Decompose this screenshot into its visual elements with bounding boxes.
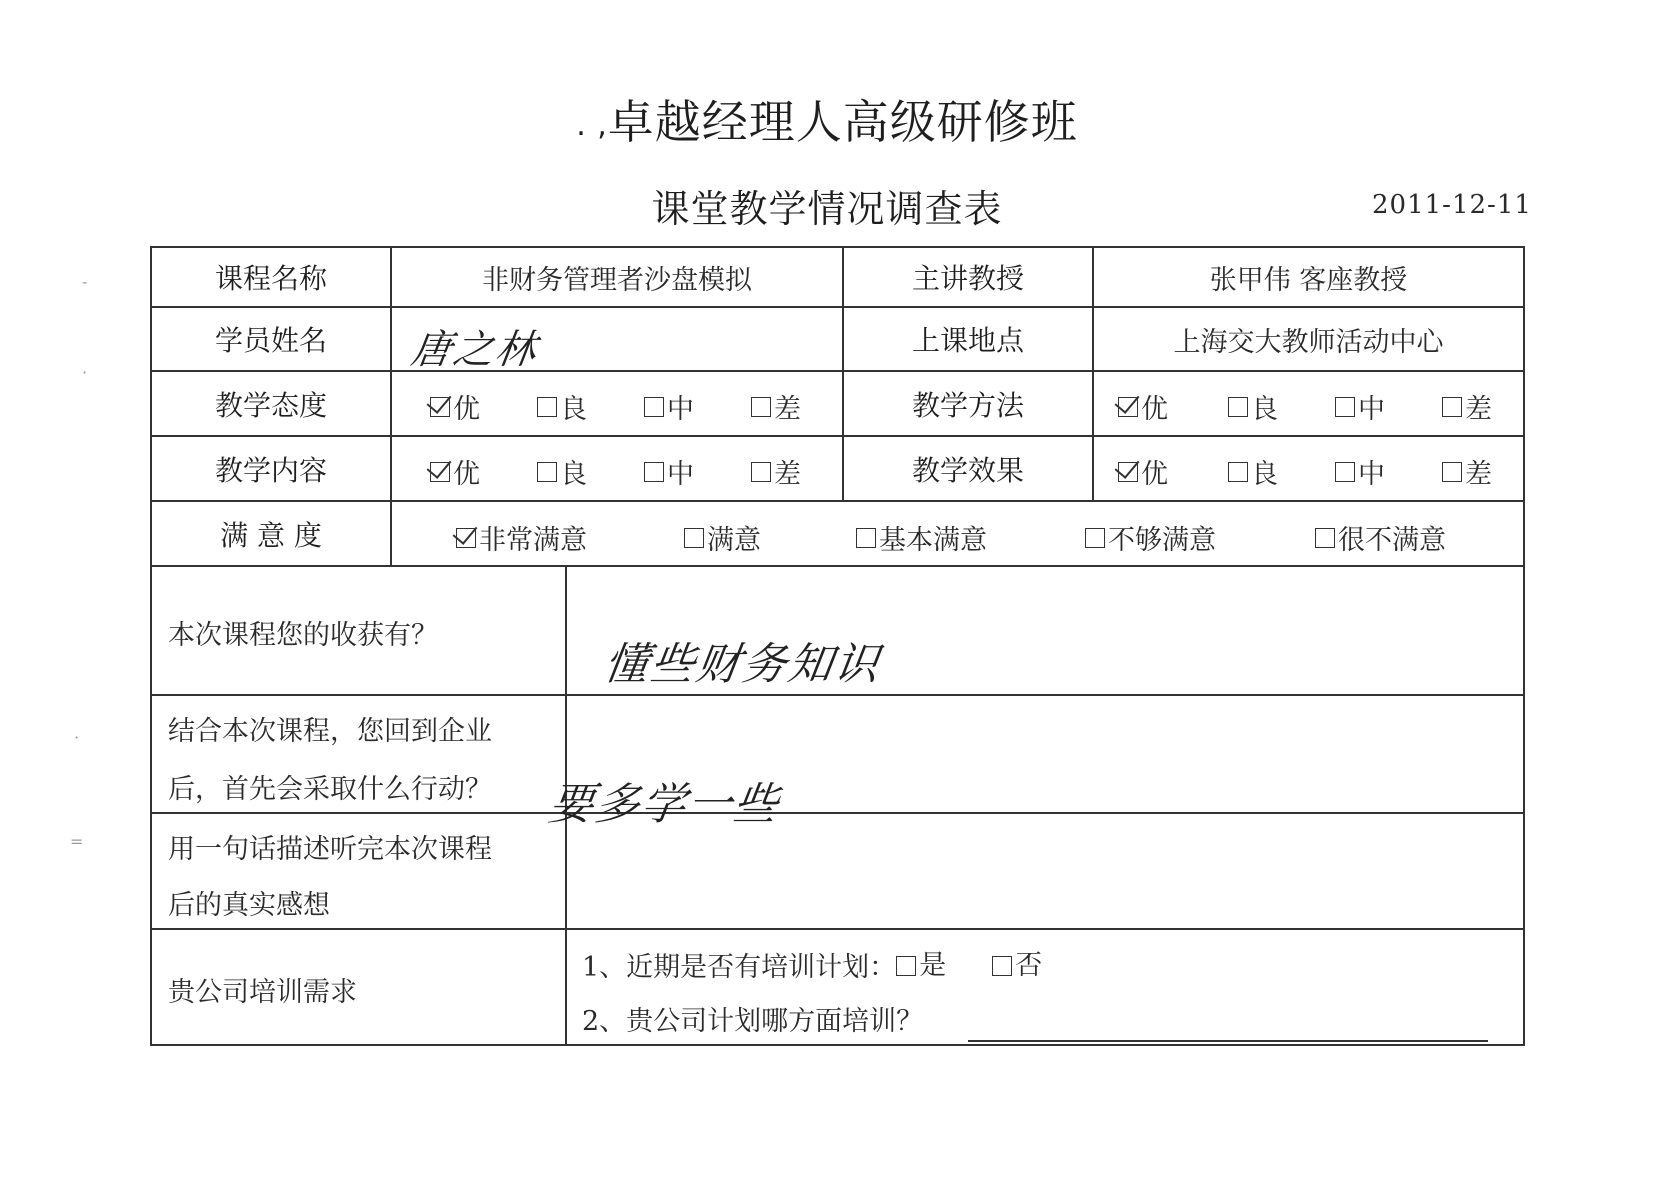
form-title <box>0 86 1654 152</box>
checkbox-icon[interactable] <box>992 956 1012 976</box>
checkbox-icon[interactable] <box>1118 397 1138 417</box>
effect-option-average[interactable]: 中 <box>1335 452 1385 491</box>
checkbox-icon[interactable] <box>1315 528 1335 548</box>
checkbox-icon[interactable] <box>1442 462 1462 482</box>
method-option-poor[interactable]: 差 <box>1442 387 1492 426</box>
course-name-value: 非财务管理者沙盘模拟 <box>482 264 752 296</box>
lecturer-value: 张甲伟 客座教授 <box>1209 264 1408 296</box>
content-option-poor[interactable]: 差 <box>751 452 801 491</box>
form-date: 2011-12-11 <box>1372 190 1532 220</box>
checkbox-icon[interactable] <box>751 462 771 482</box>
training-plan-text: 1、近期是否有培训计划： <box>582 952 897 983</box>
attitude-option-excellent[interactable]: 优 <box>430 387 480 426</box>
checkbox-icon[interactable] <box>1228 397 1248 417</box>
satisfaction-option-satisfied[interactable]: 满意 <box>684 518 761 557</box>
checkbox-icon[interactable] <box>896 956 916 976</box>
content-label: 教学内容 <box>214 453 327 487</box>
table-row-divider-8 <box>150 928 1525 930</box>
checkbox-icon[interactable] <box>537 462 557 482</box>
effect-label: 教学效果 <box>911 453 1024 487</box>
training-area-question: 2、贵公司计划哪方面培训？ <box>582 1006 924 1037</box>
answer-action-handwriting[interactable]: 要多学一些 <box>545 779 783 830</box>
location-label: 上课地点 <box>911 324 1024 357</box>
attitude-option-good[interactable]: 良 <box>537 387 587 426</box>
satisfaction-option-basically-satisfied[interactable]: 基本满意 <box>856 518 987 557</box>
method-option-average[interactable]: 中 <box>1335 387 1385 426</box>
checkbox-icon[interactable] <box>1118 462 1138 482</box>
question-action-line1: 结合本次课程，您回到企业 <box>168 716 492 747</box>
checkbox-icon[interactable] <box>1335 462 1355 482</box>
form-subtitle: 课堂教学情况调查表 <box>651 187 1003 231</box>
question-feeling-line2: 后的真实感想 <box>168 890 330 921</box>
checkbox-icon[interactable] <box>1335 397 1355 417</box>
student-name-handwriting: 唐之林 <box>408 327 541 373</box>
scan-mark: · <box>82 363 88 382</box>
question-action-line2: 后，首先会采取什么行动？ <box>168 774 492 805</box>
title-mark: . , <box>576 108 608 143</box>
checkbox-icon[interactable] <box>1085 528 1105 548</box>
checkbox-icon[interactable] <box>430 397 450 417</box>
satisfaction-option-very-unsatisfied[interactable]: 很不满意 <box>1315 518 1446 557</box>
content-option-good[interactable]: 良 <box>537 452 587 491</box>
checkbox-icon[interactable] <box>1442 397 1462 417</box>
checkbox-icon[interactable] <box>1228 462 1248 482</box>
training-plan-question <box>582 938 1042 996</box>
satisfaction-option-very-satisfied[interactable]: 非常满意 <box>456 518 587 557</box>
checkbox-icon[interactable] <box>644 462 664 482</box>
checkbox-icon[interactable] <box>644 397 664 417</box>
method-option-excellent[interactable]: 优 <box>1118 387 1168 426</box>
checkbox-icon[interactable] <box>684 528 704 548</box>
question-feeling-line1: 用一句话描述听完本次课程 <box>168 834 492 865</box>
scan-mark: = <box>70 832 84 851</box>
checkbox-icon[interactable] <box>430 462 450 482</box>
table-row-divider-5 <box>150 565 1525 567</box>
table-row-divider-6 <box>150 694 1525 696</box>
training-plan-yes[interactable]: 是 <box>896 938 946 994</box>
checkbox-icon[interactable] <box>856 528 876 548</box>
answer-gains-handwriting[interactable]: 懂些财务知识 <box>600 639 884 690</box>
table-border-right <box>1523 246 1525 1046</box>
satisfaction-option-not-satisfied[interactable]: 不够满意 <box>1085 518 1216 557</box>
student-name-label: 学员姓名 <box>214 324 327 357</box>
effect-option-excellent[interactable]: 优 <box>1118 452 1168 491</box>
satisfaction-label: 满 意 度 <box>220 518 322 552</box>
content-option-average[interactable]: 中 <box>644 452 694 491</box>
effect-option-good[interactable]: 良 <box>1228 452 1278 491</box>
checkbox-icon[interactable] <box>456 528 476 548</box>
content-option-excellent[interactable]: 优 <box>430 452 480 491</box>
attitude-option-poor[interactable]: 差 <box>751 387 801 426</box>
effect-option-poor[interactable]: 差 <box>1442 452 1492 491</box>
title-text: 卓越经理人高级研修班 <box>607 95 1078 149</box>
checkbox-icon[interactable] <box>537 397 557 417</box>
scan-mark: - <box>82 272 88 291</box>
training-plan-no[interactable]: 否 <box>992 938 1042 994</box>
question-gains: 本次课程您的收获有？ <box>168 620 438 651</box>
location-value: 上海交大教师活动中心 <box>1173 326 1444 358</box>
lecturer-label: 主讲教授 <box>911 262 1024 295</box>
training-area-answer-line[interactable] <box>968 1040 1488 1042</box>
method-label: 教学方法 <box>911 388 1024 422</box>
attitude-label: 教学态度 <box>214 388 327 422</box>
method-option-good[interactable]: 良 <box>1228 387 1278 426</box>
scan-mark: · <box>74 728 80 747</box>
question-training-needs: 贵公司培训需求 <box>168 977 357 1008</box>
attitude-option-average[interactable]: 中 <box>644 387 694 426</box>
course-name-label: 课程名称 <box>214 262 327 295</box>
checkbox-icon[interactable] <box>751 397 771 417</box>
